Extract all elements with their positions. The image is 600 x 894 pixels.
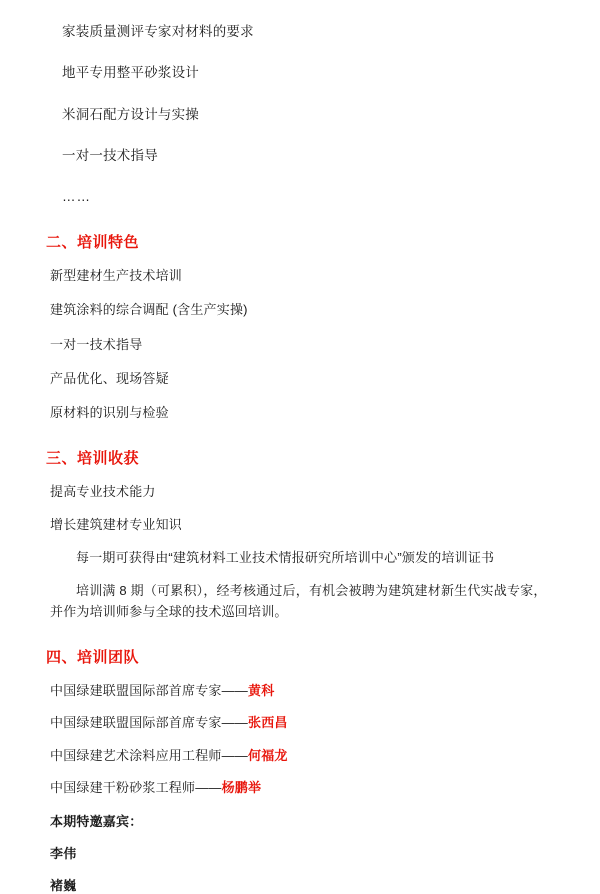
team-member-name: 何福龙 xyxy=(248,747,288,763)
team-member-role: 中国绿建干粉砂浆工程师—— xyxy=(50,780,222,796)
team-member-row xyxy=(46,713,554,733)
top-bullet-list xyxy=(46,22,554,207)
team-member-row xyxy=(46,778,554,798)
list-item: 家装质量测评专家对材料的要求 xyxy=(62,24,254,39)
list-item: 米洞石配方设计与实操 xyxy=(62,106,199,122)
team-member-role: 中国绿建联盟国际部首席专家—— xyxy=(50,715,249,731)
list-item: 地平专用整平砂浆设计 xyxy=(62,65,199,81)
team-member-role: 中国绿建联盟国际部首席专家—— xyxy=(50,682,249,698)
team-member-name: 杨鹏举 xyxy=(221,780,262,796)
paragraph-expert-program: 培训满 8 期（可累积），经考核通过后，有机会被聘为建筑建材新生代实战专家，并作为培训师参与全球的技术巡回培训。 xyxy=(50,583,547,619)
list-item: 新型建材生产技术培训 xyxy=(50,268,183,284)
list-item: 一对一技术指导 xyxy=(62,147,158,163)
team-member-row xyxy=(46,746,554,766)
list-item-ellipsis: …… xyxy=(62,189,91,204)
list-item: 原材料的识别与检验 xyxy=(50,404,169,420)
paragraph-certificate: 每一期可获得由“建筑材料工业技术情报研究所培训中心”颁发的培训证书 xyxy=(76,550,495,566)
special-guest-name: 李伟 xyxy=(50,845,77,861)
team-member-role: 中国绿建艺术涂料应用工程师—— xyxy=(50,747,249,763)
list-item: 增长建筑建材专业知识 xyxy=(50,517,183,533)
section-heading-training-gains: 三、培训收获 xyxy=(46,449,140,467)
section-heading-training-features: 二、培训特色 xyxy=(46,234,140,252)
section-training-features xyxy=(46,231,554,423)
special-guests-label: 本期特邀嘉宾： xyxy=(50,813,143,829)
section-heading-training-team: 四、培训团队 xyxy=(46,648,140,666)
list-item: 提高专业技术能力 xyxy=(50,483,156,499)
section-training-team xyxy=(46,646,554,894)
section-training-gains xyxy=(46,447,554,622)
list-item: 一对一技术指导 xyxy=(50,336,143,352)
training-features-list xyxy=(46,266,554,423)
special-guest-name: 褚巍 xyxy=(50,877,77,893)
team-member-row xyxy=(46,681,554,701)
training-gains-list xyxy=(46,482,554,622)
team-member-name: 张西昌 xyxy=(248,715,288,731)
list-item: 建筑涂料的综合调配 (含生产实操) xyxy=(50,302,248,318)
list-item: 产品优化、现场答疑 xyxy=(50,370,169,386)
team-member-name: 黄科 xyxy=(248,682,275,698)
